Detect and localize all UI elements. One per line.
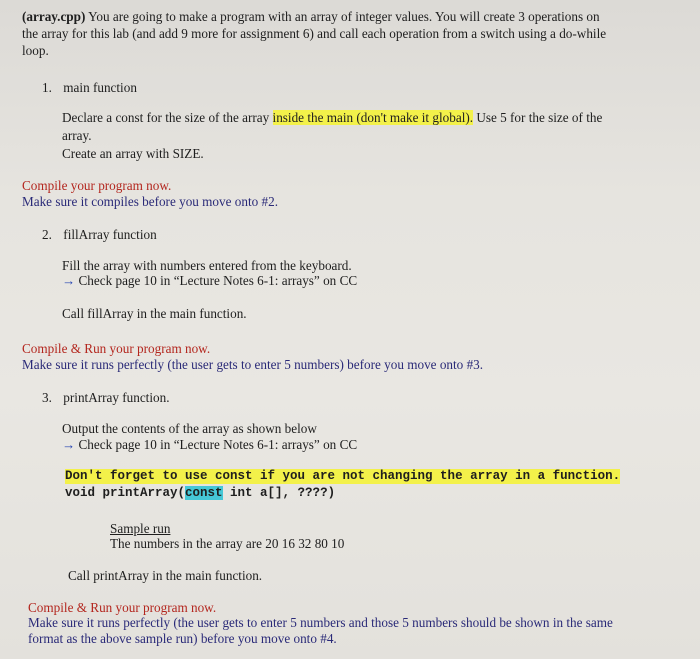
const-warning: Don't forget to use const if you are not changing the array in a function. <box>65 469 621 483</box>
text: int a[], ????) <box>222 486 336 500</box>
section-2-call: Call fillArray in the main function. <box>62 306 247 321</box>
section-3-heading <box>42 390 170 405</box>
section-title: printArray function. <box>63 390 170 405</box>
text: Use 5 for the size of the <box>473 110 603 125</box>
compile-note-4: Make sure it runs perfectly (the user gets to enter 5 numbers) before you move onto #3. <box>22 357 484 372</box>
sample-run-title: Sample run <box>110 521 171 536</box>
section-1-create: Create an array with SIZE. <box>62 146 204 161</box>
compile-note-1: Compile your program now. <box>22 178 172 193</box>
compile-note-2: Make sure it compiles before you move onto #2. <box>22 194 278 209</box>
highlighted-text: inside the main (don't make it global). <box>272 110 474 125</box>
text: Check page 10 in “Lecture Notes 6-1: arrays” on CC <box>75 273 358 288</box>
compile-note-3: Compile & Run your program now. <box>22 341 211 356</box>
compile-note-5: Compile & Run your program now. <box>28 600 217 615</box>
section-title: fillArray function <box>63 227 157 242</box>
intro-line-1 <box>22 9 600 24</box>
text: Declare a const for the size of the array <box>62 110 273 125</box>
section-number: 2. <box>42 227 52 242</box>
intro-line-2: the array for this lab (and add 9 more for assignment 6) and call each operation from a switch using a do-while <box>22 26 607 41</box>
intro-text: You are going to make a program with an array of integer values. You will create 3 operations on <box>85 9 600 24</box>
section-2-heading <box>42 227 157 242</box>
code-signature <box>65 486 335 501</box>
compile-note-6: Make sure it runs perfectly (the user gets to enter 5 numbers and those 5 numbers should be shown in the same <box>28 615 613 630</box>
section-3-call: Call printArray in the main function. <box>68 568 263 583</box>
section-number: 1. <box>42 80 52 95</box>
filename: (array.cpp) <box>22 9 86 24</box>
compile-note-7: format as the above sample run) before you move onto #4. <box>28 631 337 646</box>
intro-line-3: loop. <box>22 43 49 58</box>
text: void printArray( <box>65 486 186 500</box>
sample-run-output: The numbers in the array are 20 16 32 80 10 <box>110 536 345 551</box>
section-3-check <box>62 437 357 452</box>
const-keyword: const <box>185 486 223 500</box>
right-arrow-icon: → <box>62 437 76 452</box>
section-2-check <box>62 273 357 288</box>
section-1-heading <box>42 80 137 95</box>
section-number: 3. <box>42 390 52 405</box>
section-title: main function <box>63 80 137 95</box>
text: Check page 10 in “Lecture Notes 6-1: arrays” on CC <box>75 437 358 452</box>
right-arrow-icon: → <box>62 273 76 288</box>
section-2-paragraph: Fill the array with numbers entered from the keyboard. <box>62 258 352 273</box>
section-1-paragraph-cont: array. <box>62 128 92 143</box>
section-1-paragraph <box>62 110 602 125</box>
section-3-paragraph: Output the contents of the array as shown below <box>62 421 317 436</box>
